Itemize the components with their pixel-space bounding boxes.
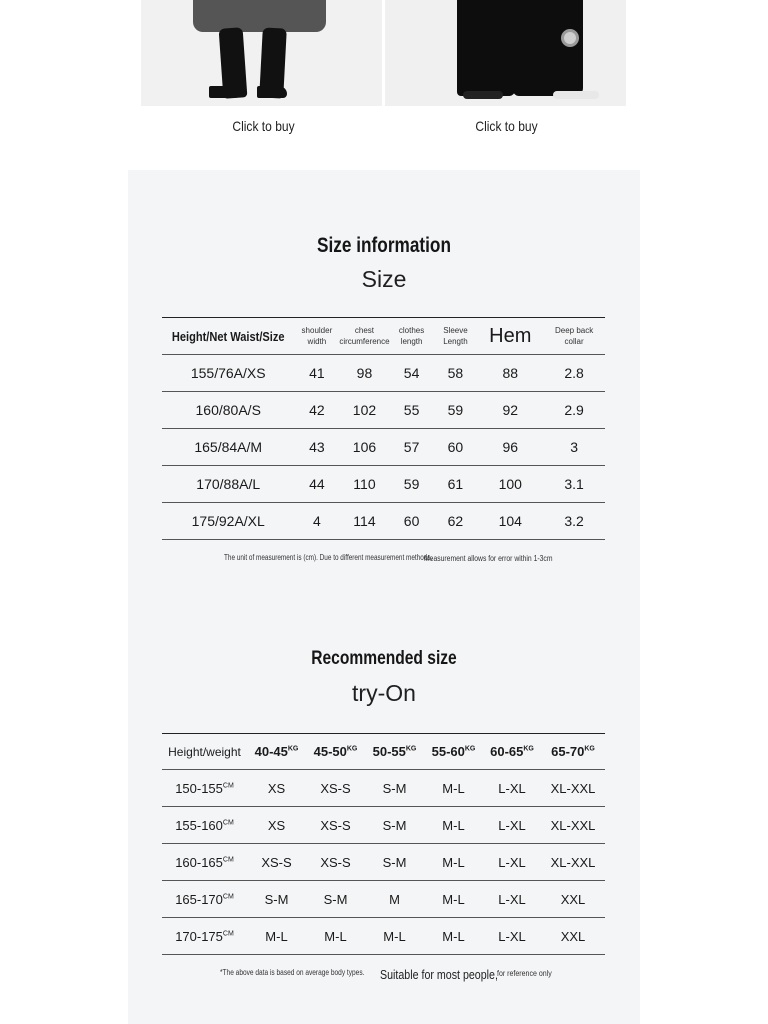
buy-link-skirt[interactable]: Click to buy — [232, 118, 295, 134]
table-cell: 155/76A/XS — [190, 365, 266, 381]
heel-right-graphic — [257, 86, 287, 98]
table-cell: 170/88A/L — [196, 476, 261, 492]
table-cell: 3.2 — [564, 513, 584, 529]
header-clothes-length: clothes length — [398, 326, 425, 346]
recommended-subtitle: try-On — [352, 680, 416, 706]
table-cell: XL-XXL — [550, 817, 596, 833]
size-note-error: Measurement allows for error within 1-3cm — [424, 554, 553, 563]
height-cell: $160-165^{CM}$ — [175, 854, 234, 870]
table-cell: S-M — [323, 891, 348, 907]
table-cell: XS-S — [320, 780, 351, 796]
header-chest-circumference: chest circumference — [339, 326, 390, 346]
table-cell: L-XL — [498, 928, 526, 944]
table-cell: 92 — [502, 402, 519, 418]
header-weight: $50-55^{KG}$ — [372, 744, 417, 759]
height-cell: $150-155^{CM}$ — [175, 780, 234, 796]
table-cell: XS-S — [261, 854, 292, 870]
table-cell: 88 — [502, 365, 519, 381]
table-cell: L-XL — [498, 780, 526, 796]
size-info-subtitle: Size — [361, 266, 407, 292]
table-cell: 55 — [403, 402, 420, 418]
table-cell: S-M — [382, 780, 407, 796]
table-row — [162, 503, 605, 540]
header-height-weight: Height/weight — [168, 744, 241, 759]
table-row — [162, 918, 605, 955]
table-cell: 60 — [403, 513, 420, 529]
table-cell: 96 — [502, 439, 519, 455]
table-cell: M-L — [442, 780, 465, 796]
skirt-graphic — [193, 0, 326, 32]
table-cell: 3.1 — [564, 476, 584, 492]
buy-link-pants[interactable]: Click to buy — [475, 118, 538, 134]
table-cell: 98 — [356, 365, 373, 381]
table-cell: 60 — [447, 439, 464, 455]
table-cell: XL-XXL — [550, 854, 596, 870]
shoe-left-graphic — [463, 91, 503, 99]
header-hem: Hem — [489, 324, 532, 347]
table-row — [162, 881, 605, 918]
table-row — [162, 355, 605, 392]
header-weight: $40-45^{KG}$ — [254, 744, 299, 759]
table-cell: 58 — [447, 365, 464, 381]
height-cell: $155-160^{CM}$ — [175, 817, 234, 833]
table-cell: 57 — [403, 439, 420, 455]
table-cell: 43 — [309, 439, 325, 455]
table-cell: M-L — [442, 854, 465, 870]
pants-leg-left-graphic — [457, 0, 515, 96]
header-shoulder-width: shoulder width — [301, 326, 333, 346]
table-cell: 100 — [498, 476, 522, 492]
header-sleeve-length: Sleeve Length — [443, 326, 468, 346]
size-table — [162, 317, 605, 540]
header-height-waist-size: Height/Net Waist/Size — [171, 328, 285, 344]
table-cell: XL-XXL — [550, 780, 596, 796]
table-cell: 4 — [312, 513, 321, 529]
table-cell: 165/84A/M — [194, 439, 263, 455]
table-row — [162, 844, 605, 881]
header-weight: $55-60^{KG}$ — [431, 744, 476, 759]
table-cell: M-L — [442, 891, 465, 907]
table-cell: M-L — [265, 928, 288, 944]
table-cell: 106 — [352, 439, 377, 455]
header-deep-back-collar: Deep back collar — [554, 326, 594, 346]
size-panel — [128, 170, 640, 1024]
recommended-note-suitable: Suitable for most people, — [380, 967, 498, 982]
table-cell: S-M — [264, 891, 289, 907]
table-cell: L-XL — [498, 817, 526, 833]
table-cell: XXL — [560, 891, 586, 907]
table-cell: 44 — [309, 476, 325, 492]
table-cell: 160/80A/S — [195, 402, 261, 418]
table-cell: 110 — [353, 476, 376, 492]
header-weight: $65-70^{KG}$ — [551, 744, 595, 759]
product-photo-skirt[interactable] — [141, 0, 382, 106]
heel-left-graphic — [209, 86, 239, 98]
table-cell: 2.8 — [564, 365, 584, 381]
table-cell: XS — [267, 780, 286, 796]
height-cell: $165-170^{CM}$ — [175, 891, 234, 907]
table-row — [162, 466, 605, 503]
table-cell: 2.9 — [564, 402, 584, 418]
carousel-dot-icon[interactable] — [561, 29, 579, 47]
recommended-title: Recommended size — [311, 648, 457, 669]
table-row — [162, 392, 605, 429]
recommended-table — [162, 733, 605, 955]
table-cell: 61 — [447, 476, 464, 492]
table-cell: L-XL — [498, 854, 526, 870]
table-row — [162, 770, 605, 807]
table-cell: 102 — [352, 402, 377, 418]
table-cell: 3 — [570, 439, 578, 455]
table-cell: M — [389, 891, 400, 907]
size-note-unit: The unit of measurement is (cm). Due to different measurement methods, — [224, 553, 433, 562]
recommended-table-header — [162, 734, 605, 770]
table-cell: 59 — [447, 402, 464, 418]
table-cell: M-L — [324, 928, 347, 944]
recommended-note-reference: for reference only — [497, 969, 552, 978]
table-cell: M-L — [383, 928, 406, 944]
table-cell: 42 — [309, 402, 325, 418]
product-photo-pants[interactable] — [385, 0, 626, 106]
table-cell: 54 — [403, 365, 420, 381]
height-cell: $170-175^{CM}$ — [175, 928, 234, 944]
table-cell: 175/92A/XL — [191, 513, 265, 529]
table-cell: S-M — [382, 817, 407, 833]
header-weight: $45-50^{KG}$ — [313, 744, 358, 759]
table-cell: M-L — [442, 817, 465, 833]
table-cell: 104 — [498, 513, 522, 529]
table-cell: M-L — [442, 928, 465, 944]
table-cell: 114 — [353, 513, 376, 529]
table-cell: S-M — [382, 854, 407, 870]
size-info-title: Size information — [317, 234, 451, 257]
header-weight: $60-65^{KG}$ — [490, 744, 534, 759]
table-cell: L-XL — [498, 891, 526, 907]
table-cell: XS-S — [320, 817, 351, 833]
table-cell: XS-S — [320, 854, 351, 870]
table-cell: XXL — [560, 928, 586, 944]
pants-leg-right-graphic — [513, 0, 583, 96]
recommended-note-basis: *The above data is based on average body types. — [220, 968, 365, 977]
table-cell: 41 — [309, 365, 325, 381]
table-row — [162, 807, 605, 844]
table-cell: 59 — [403, 476, 420, 492]
table-cell: XS — [267, 817, 286, 833]
table-cell: 62 — [447, 513, 464, 529]
table-row — [162, 429, 605, 466]
shoe-right-graphic — [553, 91, 599, 99]
size-table-header — [162, 318, 605, 355]
